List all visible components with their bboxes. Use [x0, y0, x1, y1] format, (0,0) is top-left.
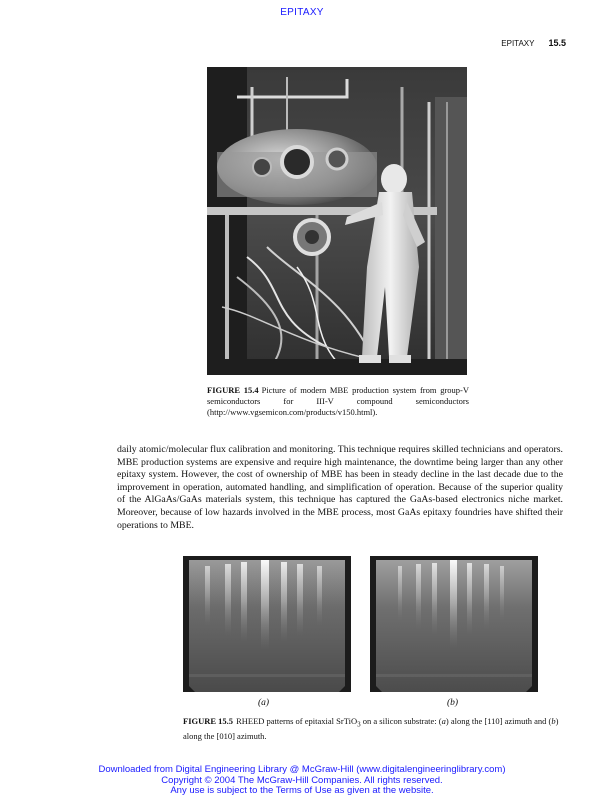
body-paragraph: daily atomic/molecular flux calibration and monitoring. This technique requires skilled technicians and operators. MBE production systems are expensive and require high maintenance, the downtime being larger than any other epitaxy system. However, the cost of ownership of MBE has been in steady decline in the last decade due to the improvement in operation, automated handling, and simplification of operation. Because of the superior quality of the AlGaAs/GaAs materials system, this technique has captured the GaAs-based electronics niche market. Moreover, because of low hazards involved in the MBE process, most GaAs epitaxy foundries have shifted their operations to MBE.	[117, 444, 563, 531]
caption-text-2: on a silicon substrate: (	[360, 716, 442, 726]
caption-italic-b: b	[551, 716, 556, 726]
footer-terms: Any use is subject to the Terms of Use as given at the website.	[170, 785, 434, 796]
panel-label-a: (a)	[258, 698, 270, 708]
caption-text-1: RHEED patterns of epitaxial SrTiO	[236, 716, 358, 726]
running-head	[501, 38, 566, 48]
footer-notice	[0, 765, 604, 797]
rheed-pattern-a	[183, 556, 351, 692]
figure-15-4-caption	[207, 385, 469, 418]
banner-title: EPITAXY	[280, 7, 324, 18]
caption-subscript: 3	[357, 720, 361, 729]
caption-italic-a: a	[441, 716, 446, 726]
rheed-pattern-b	[370, 556, 538, 692]
figure-15-4-label: FIGURE 15.4	[207, 385, 259, 395]
caption-text-3: ) along the [110] azimuth and (	[445, 716, 552, 726]
page-number: 15.5	[548, 38, 566, 48]
mbe-system-photo	[207, 67, 467, 375]
figure-15-5-label: FIGURE 15.5	[183, 716, 234, 726]
figure-15-4-text: Picture of modern MBE production system from group-V semiconductors for III-V compound semiconductors (http://www.vgsemicon.com/products/v150.html).	[207, 385, 469, 417]
footer-download-link[interactable]: Downloaded from Digital Engineering Library @ McGraw-Hill (www.digitalengineeringlibrary.com)	[98, 764, 506, 775]
panel-label-b: (b)	[447, 698, 459, 708]
footer-copyright: Copyright © 2004 The McGraw-Hill Companies. All rights reserved.	[161, 774, 443, 786]
caption-text-4: ) along the [010] azimuth.	[183, 716, 559, 741]
figure-15-5-caption	[183, 716, 563, 742]
running-head-section: EPITAXY	[501, 39, 535, 48]
